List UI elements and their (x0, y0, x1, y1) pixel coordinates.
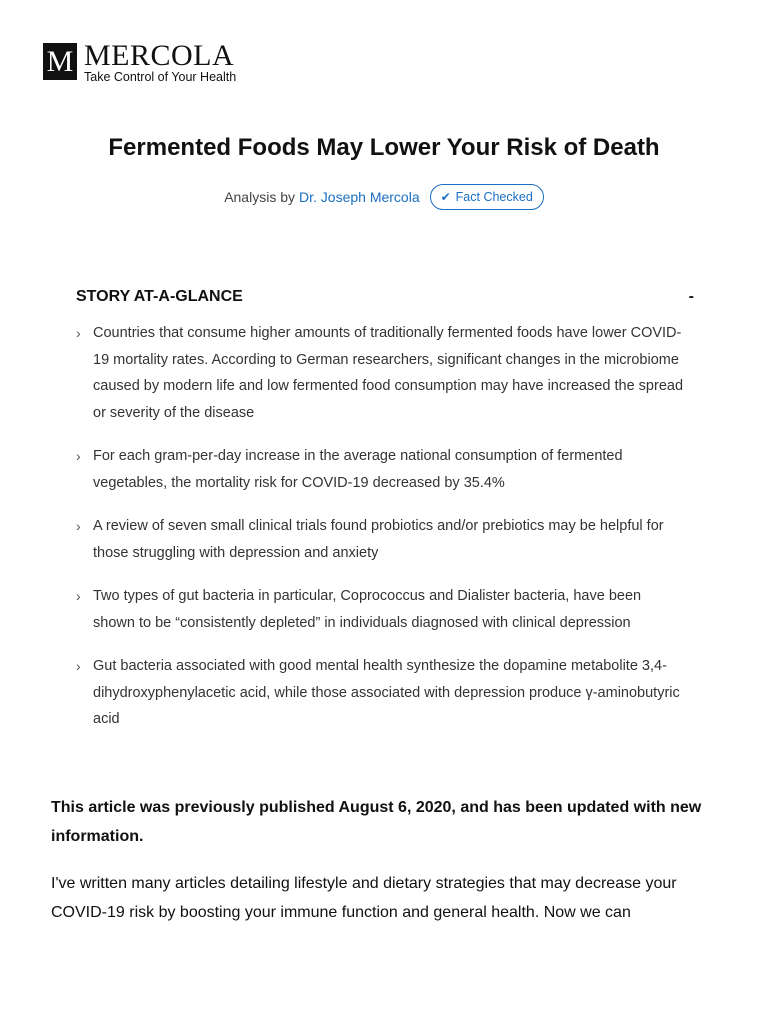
logo-mark: M (43, 43, 77, 80)
story-at-a-glance (76, 286, 694, 750)
glance-header (76, 286, 694, 308)
byline-label: Analysis by (224, 189, 295, 205)
chevron-right-icon: › (76, 588, 81, 604)
check-icon: ✔ (440, 190, 451, 204)
byline (0, 184, 768, 210)
list-item-text: Gut bacteria associated with good mental health synthesize the dopamine metabolite 3,4-dihydroxyphenylacetic acid, while those associated with depression produce γ-aminobutyric acid (93, 658, 680, 727)
logo-name: MERCOLA (84, 39, 235, 72)
body-paragraph: I've written many articles detailing lifestyle and dietary strategies that may decrease your COVID-19 risk by boosting your immune function and general health. Now we can (51, 875, 677, 921)
list-item (76, 653, 694, 733)
chevron-right-icon: › (76, 325, 81, 341)
article-title: Fermented Foods May Lower Your Risk of Death (108, 134, 660, 161)
list-item-text: Countries that consume higher amounts of traditionally fermented foods have lower COVID-19 mortality rates. According to German researchers, significant changes in the microbiome caused by modern life and low fermented food consumption may have increased the spread or severity of the disease (93, 325, 684, 421)
glance-title: STORY AT-A-GLANCE (76, 288, 243, 305)
list-item-text: A review of seven small clinical trials found probiotics and/or prebiotics may be helpful for those struggling with depression and anxiety (93, 518, 664, 561)
fact-checked-badge[interactable] (430, 184, 544, 210)
chevron-right-icon: › (76, 658, 81, 674)
list-item (76, 443, 694, 496)
logo-text (84, 39, 237, 84)
list-item-text: For each gram-per-day increase in the average national consumption of fermented vegetables, the mortality risk for COVID-19 decreased by 35.4% (93, 448, 623, 491)
fact-checked-label: Fact Checked (455, 190, 533, 204)
glance-list (76, 320, 694, 733)
update-note: This article was previously published August 6, 2020, and has been updated with new information. (51, 799, 702, 845)
list-item (76, 513, 694, 566)
list-item-text: Two types of gut bacteria in particular, Coprococcus and Dialister bacteria, have been shown to be “consistently depleted” in individuals diagnosed with clinical depression (93, 588, 642, 631)
mercola-logo[interactable] (43, 39, 237, 84)
chevron-right-icon: › (76, 448, 81, 464)
collapse-toggle[interactable]: - (688, 288, 694, 305)
chevron-right-icon: › (76, 518, 81, 534)
logo-tagline: Take Control of Your Health (84, 70, 237, 84)
author-link[interactable]: Dr. Joseph Mercola (299, 189, 420, 205)
list-item (76, 583, 694, 636)
list-item (76, 320, 694, 426)
